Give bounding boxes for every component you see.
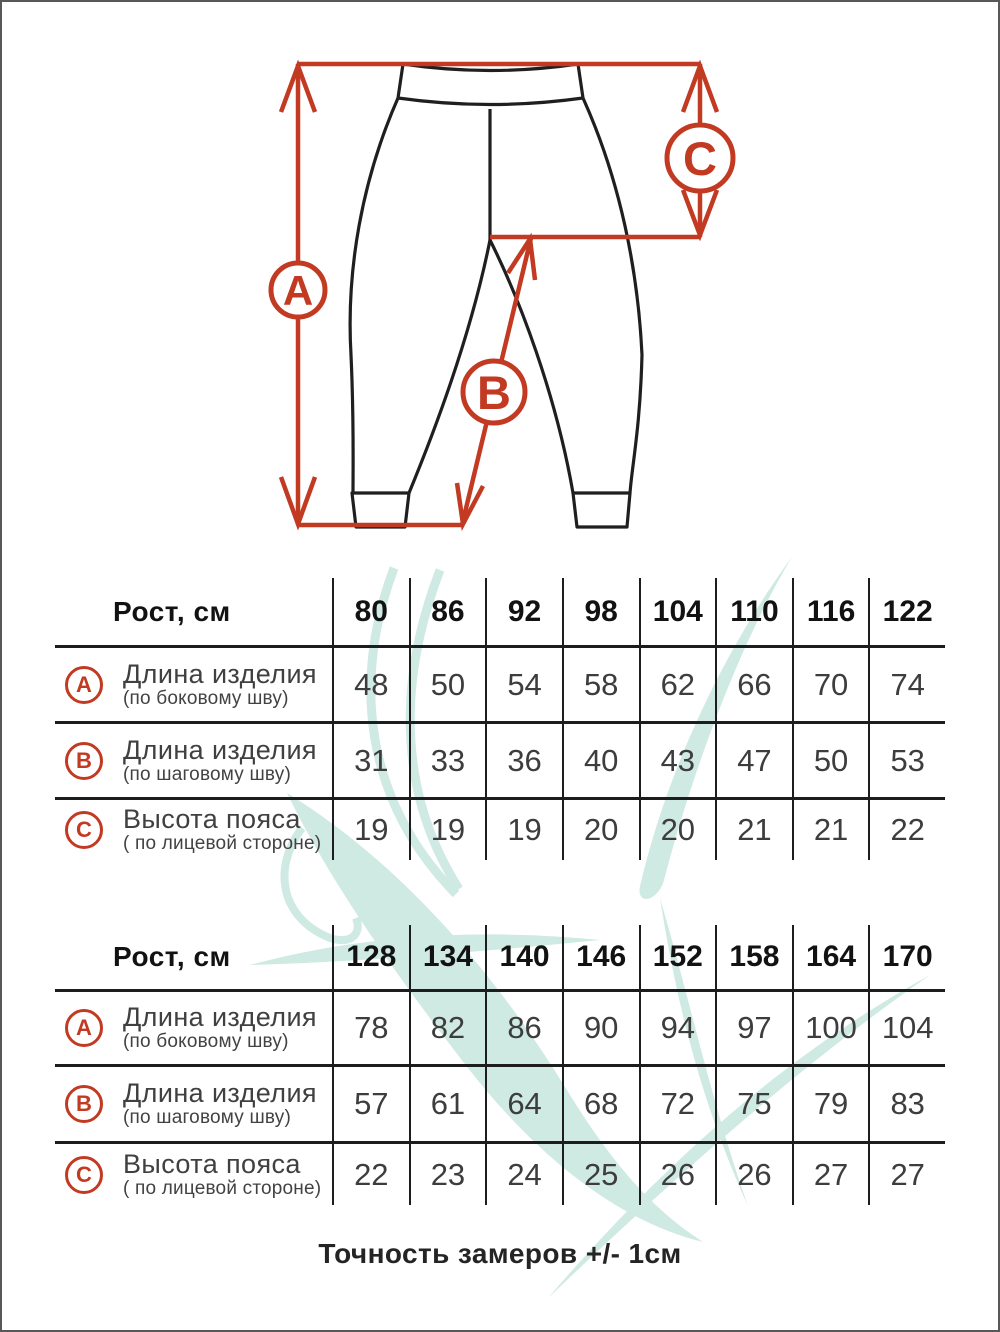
badge-a-letter: A [282,267,314,314]
height-header-label: Рост, см [113,595,231,627]
height-value: 164 [792,925,869,989]
size-value-cell: 90 [562,989,639,1064]
measure-title: Длина изделия [123,1078,317,1109]
pants-measurement-diagram [0,0,1000,560]
size-value-cell: 58 [562,645,639,721]
size-value-cell: 33 [409,721,486,797]
measure-title: Длина изделия [123,658,317,689]
measure-title: Длина изделия [123,734,317,765]
size-value-cell: 48 [332,645,409,721]
size-value-cell: 26 [639,1141,716,1205]
size-table-128-170 [55,925,945,1205]
size-value-cell: 26 [715,1141,792,1205]
size-value-cell: 19 [332,797,409,860]
measure-row-titles [123,660,317,710]
height-value: 98 [562,578,639,645]
size-value-cell: 54 [485,645,562,721]
height-value: 152 [639,925,716,989]
measure-row-label [55,645,332,721]
measure-subtitle: (по боковому шву) [123,1031,289,1053]
size-value-cell: 19 [485,797,562,860]
size-value-cell: 27 [868,1141,945,1205]
size-table-80-122 [55,578,945,860]
measure-row-label [55,1141,332,1205]
size-value-cell: 78 [332,989,409,1064]
letter-badge-c: C [65,811,103,849]
waistband-bottom [398,98,583,105]
height-value: 86 [409,578,486,645]
size-value-cell: 20 [639,797,716,860]
badge-c-letter: C [683,132,717,185]
size-value-cell: 61 [409,1064,486,1141]
letter-badge-b: B [65,742,103,780]
height-value: 122 [868,578,945,645]
size-value-cell: 75 [715,1064,792,1141]
right-outer-seam [583,98,642,493]
letter-badge-b: B [65,1085,103,1123]
size-value-cell: 31 [332,721,409,797]
size-value-cell: 22 [868,797,945,860]
measure-subtitle: (по шаговому шву) [123,763,291,785]
height-value: 80 [332,578,409,645]
size-value-cell: 68 [562,1064,639,1141]
size-value-cell: 64 [485,1064,562,1141]
size-value-cell: 72 [639,1064,716,1141]
height-value: 104 [639,578,716,645]
badge-b-letter: B [477,366,511,419]
height-value: 140 [485,925,562,989]
height-value: 170 [868,925,945,989]
measure-title: Высота пояса [123,1148,301,1179]
measurement-lines [271,64,733,525]
measure-row-titles [123,1003,317,1053]
measure-row-label [55,1064,332,1141]
size-value-cell: 21 [792,797,869,860]
size-value-cell: 43 [639,721,716,797]
measure-subtitle: ( по лицевой стороне) [123,1177,322,1199]
measure-row-label [55,989,332,1064]
size-value-cell: 104 [868,989,945,1064]
height-value: 158 [715,925,792,989]
right-cuff [573,493,630,527]
size-value-cell: 47 [715,721,792,797]
size-value-cell: 97 [715,989,792,1064]
size-value-cell: 50 [792,721,869,797]
measure-row-titles [123,1150,321,1200]
size-value-cell: 22 [332,1141,409,1205]
size-value-cell: 53 [868,721,945,797]
measure-row-titles [123,805,321,855]
size-value-cell: 25 [562,1141,639,1205]
measure-row-titles [123,1079,317,1129]
measure-title: Длина изделия [123,1002,317,1033]
left-outer-seam [350,98,398,493]
letter-badge-a: A [65,666,103,704]
measure-title: Высота пояса [123,804,301,835]
size-value-cell: 100 [792,989,869,1064]
height-header-label: Рост, см [113,941,231,972]
size-value-cell: 82 [409,989,486,1064]
size-value-cell: 70 [792,645,869,721]
height-value: 128 [332,925,409,989]
size-value-cell: 94 [639,989,716,1064]
size-value-cell: 36 [485,721,562,797]
height-value: 92 [485,578,562,645]
size-value-cell: 62 [639,645,716,721]
height-value: 116 [792,578,869,645]
measure-subtitle: (по шаговому шву) [123,1107,291,1129]
size-value-cell: 27 [792,1141,869,1205]
size-value-cell: 50 [409,645,486,721]
pants-outline [350,64,642,527]
measure-subtitle: (по боковому шву) [123,687,289,709]
measure-row-titles [123,736,317,786]
size-value-cell: 40 [562,721,639,797]
measure-row-label [55,721,332,797]
size-value-cell: 57 [332,1064,409,1141]
measure-row-label [55,797,332,860]
height-value: 146 [562,925,639,989]
size-value-cell: 74 [868,645,945,721]
size-value-cell: 19 [409,797,486,860]
size-value-cell: 23 [409,1141,486,1205]
size-value-cell: 21 [715,797,792,860]
size-value-cell: 24 [485,1141,562,1205]
left-cuff [352,493,409,527]
size-value-cell: 66 [715,645,792,721]
measure-subtitle: ( по лицевой стороне) [123,833,322,855]
size-value-cell: 79 [792,1064,869,1141]
size-value-cell: 86 [485,989,562,1064]
height-value: 134 [409,925,486,989]
letter-badge-c: C [65,1156,103,1194]
size-value-cell: 83 [868,1064,945,1141]
size-value-cell: 20 [562,797,639,860]
accuracy-note: Точность замеров +/- 1см [318,1238,682,1269]
height-value: 110 [715,578,792,645]
letter-badge-a: A [65,1009,103,1047]
